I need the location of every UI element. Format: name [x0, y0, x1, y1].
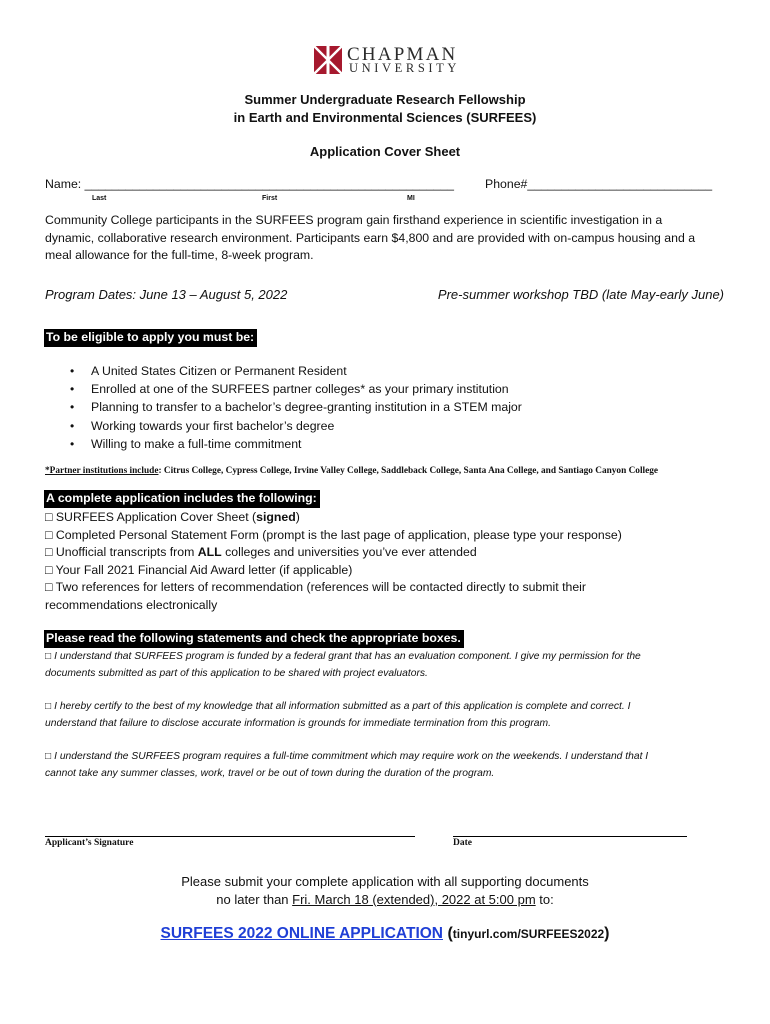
submit-line2 [0, 891, 770, 909]
intro-line: dynamic, collaborative research environment. Participants earn $4,800 and are provided with on-campus housing and a [45, 230, 696, 245]
item-text: Your Fall 2021 Financial Aid Award letter (if applicable) [55, 562, 353, 577]
checkbox[interactable]: □ [45, 510, 53, 524]
list-item: • Willing to make a full-time commitment [45, 435, 735, 453]
partner-institutions-note [45, 465, 658, 477]
item-text: colleges and universities you’ve ever attended [221, 545, 477, 559]
statement-text: I understand that SURFEES program is funded by a federal grant that has an evaluation component. I give my permission for the [54, 651, 641, 662]
workshop-dates: Pre-summer workshop TBD (late May-early June) [437, 287, 724, 302]
statement-text: understand that failure to disclose accurate information is grounds for immediate termination from this program. [45, 717, 551, 729]
page-subtitle: Application Cover Sheet [309, 144, 461, 159]
checkbox[interactable]: □ [45, 580, 53, 594]
checklist-item-cover-sheet [45, 509, 745, 527]
list-item: • Enrolled at one of the SURFEES partner colleges* as your primary institution [45, 380, 735, 398]
intro-line: Community College participants in the SURFEES program gain firsthand experience in scientific investigation in a [45, 213, 663, 227]
item-text: Unofficial transcripts from [55, 545, 198, 559]
application-heading: A complete application includes the following: [44, 490, 320, 508]
eligibility-list [45, 362, 735, 453]
item-text: SURFEES Application Cover Sheet ( [55, 510, 257, 524]
statement-evaluation [45, 649, 745, 682]
logo-line1: CHAPMAN [347, 44, 458, 65]
checklist-item-financial-aid [45, 562, 745, 580]
submit-line1: Please submit your complete application with all supporting documents [181, 874, 589, 889]
item-text: Completed Personal Statement Form (prompt is the last page of application, please type your response) [55, 527, 622, 542]
list-item: • A United States Citizen or Permanent Resident [45, 362, 735, 380]
name-field[interactable]: ______________________________________________________ [84, 177, 454, 191]
eligibility-heading: To be eligible to apply you must be: [44, 329, 257, 347]
deadline: Fri. March 18 (extended), 2022 at 5:00 pm [292, 892, 536, 907]
statements-heading: Please read the following statements and check the appropriate boxes. [44, 630, 464, 648]
application-checklist [45, 509, 745, 614]
short-url: tinyurl.com/SURFEES2022 [452, 927, 605, 941]
statement-text: documents submitted as part of this application to be shared with project evaluators. [45, 667, 428, 679]
item-emphasis: ALL [197, 545, 222, 559]
submit-text: to: [535, 892, 554, 907]
partner-list: : Citrus College, Cypress College, Irvine Valley College, Saddleback College, Santa Ana College, and Santiago Canyon College [158, 466, 659, 476]
checkbox[interactable]: □ [45, 562, 53, 577]
title-line1: Summer Undergraduate Research Fellowship [244, 92, 526, 107]
checkbox[interactable]: □ [45, 651, 52, 662]
online-application-row [0, 925, 770, 943]
phone-row [485, 176, 712, 194]
paren-open: ( [443, 925, 453, 942]
phone-field[interactable]: ___________________________ [527, 177, 713, 191]
first-name-caption: First [262, 195, 278, 202]
page-title [0, 91, 770, 127]
name-label: Name: [45, 177, 82, 191]
checklist-item-transcripts [45, 544, 745, 562]
statement-text: cannot take any summer classes, work, travel or be out of town during the duration of the program. [45, 767, 495, 779]
list-item: • Working towards your first bachelor’s degree [45, 417, 735, 435]
list-item: • Planning to transfer to a bachelor’s degree-granting institution in a STEM major [45, 398, 735, 416]
submit-instructions [0, 873, 770, 909]
program-dates: Program Dates: June 13 – August 5, 2022 [45, 287, 288, 302]
item-text-continued: recommendations electronically [45, 597, 218, 612]
last-name-caption: Last [92, 195, 107, 202]
statement-certify [45, 699, 745, 732]
date-label: Date [453, 838, 472, 848]
statement-text: I hereby certify to the best of my knowledge that all information submitted as a part of this application is complete and correct. I [54, 701, 631, 712]
phone-label: Phone# [485, 177, 528, 191]
online-application-link[interactable]: SURFEES 2022 ONLINE APPLICATION [160, 925, 443, 942]
intro-line: meal allowance for the full-time, 8-week program. [45, 248, 314, 262]
paren-close: ) [604, 925, 610, 942]
checkbox[interactable]: □ [45, 527, 53, 542]
statement-commitment [45, 749, 745, 782]
checklist-item-personal-statement [45, 527, 745, 545]
item-text: Two references for letters of recommendation (references will be contacted directly to submit their [55, 580, 587, 594]
title-line2: in Earth and Environmental Sciences (SURFEES) [233, 110, 537, 125]
submit-text: no later than [216, 892, 293, 907]
partner-label: *Partner institutions include [45, 466, 159, 476]
name-row [45, 176, 454, 194]
chapman-logo [314, 46, 464, 76]
checklist-item-references [45, 579, 745, 597]
signature-label: Applicant’s Signature [45, 838, 134, 848]
chapman-window-logo-icon [314, 46, 342, 74]
checkbox[interactable]: □ [45, 545, 53, 559]
logo-line2: UNIVERSITY [349, 61, 460, 75]
item-text: ) [295, 510, 300, 524]
signature-field[interactable] [45, 836, 415, 837]
checkbox[interactable]: □ [45, 751, 52, 762]
middle-initial-caption: MI [407, 195, 415, 202]
intro-paragraph [45, 212, 735, 265]
item-emphasis: signed [256, 510, 296, 524]
checkbox[interactable]: □ [45, 701, 52, 712]
statement-text: I understand the SURFEES program requires a full-time commitment which may require work on the weekends. I understand that I [54, 751, 649, 762]
date-field[interactable] [453, 836, 687, 837]
